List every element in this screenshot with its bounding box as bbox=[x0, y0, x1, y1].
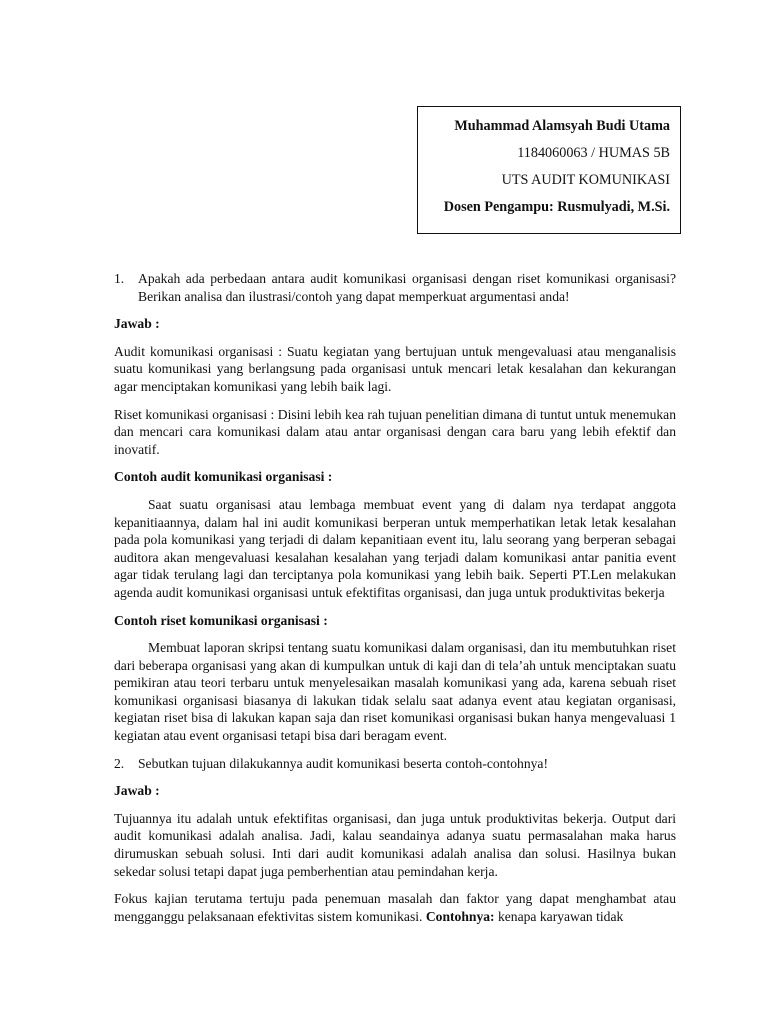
document-body bbox=[114, 270, 676, 935]
answer-1-label: Jawab : bbox=[114, 316, 160, 332]
student-id-class: 1184060063 / HUMAS 5B bbox=[517, 145, 670, 161]
audit-example-paragraph: Saat suatu organisasi atau lembaga membuat event yang di dalam nya terdapat anggota kepanitiaannya, dalam hal ini audit komunikasi berperan untuk memperhatikan letak letak kesalahan pada pola komunikasi yang terjadi di dalam kepanitiaan event itu, lalu seorang yang berperan sebagai auditora akan mengevaluasi kesalahan kesalahan yang terjadi dalam komunikasi antar panitia event agar tidak terulang lagi dan terciptanya pola komunikasi yang lebih baik. Seperti PT.Len melakukan agenda audit komunikasi organisasi untuk efektifitas organisasi, dan juga untuk produktivitas bekerja bbox=[114, 496, 676, 600]
audit-definition-paragraph: Audit komunikasi organisasi : Suatu kegiatan yang bertujuan untuk mengevaluasi atau menganalisis suatu komunikasi yang berlangsung pada organisasi untuk mencari letak kesalahan dan kekurangan agar menciptakan komunikasi yang lebih baik lagi. bbox=[114, 343, 676, 394]
question-1-text: Apakah ada perbedaan antara audit komunikasi organisasi dengan riset komunikasi organisasi? Berikan analisa dan ilustrasi/contoh yang dapat memperkuat argumentasi anda! bbox=[138, 271, 676, 304]
audit-focus-text-end: kenapa karyawan tidak bbox=[494, 908, 624, 924]
research-example-paragraph: Membuat laporan skripsi tentang suatu komunikasi dalam organisasi, dan itu membutuhkan riset dari beberapa organisasi yang akan di kumpulkan untuk di kaji dan di tela’ah untuk menciptakan suatu pemikiran atau teori terbaru untuk menyelesaikan masalah komunikasi yang ada, karena sebuah riset komunikasi organisasi biasanya di lakukan tidak selalu saat adanya event atau kegiatan organisasi, kegiatan riset bisa di lakukan kapan saja dan riset komunikasi organisasi bukan hanya mengevaluasi 1 kegiatan atau event organisasi tetapi bisa dari beragam event. bbox=[114, 640, 676, 744]
audit-focus-example-label: Contohnya: bbox=[425, 908, 495, 924]
exam-title: UTS AUDIT KOMUNIKASI bbox=[501, 172, 670, 188]
question-2-text: Sebutkan tujuan dilakukannya audit komunikasi beserta contoh-contohnya! bbox=[138, 755, 548, 771]
audit-goal-paragraph: Tujuannya itu adalah untuk efektifitas organisasi, dan juga untuk produktivitas bekerja. Output dari audit komunikasi adalah analisa. Jadi, kalau seandainya adanya suatu permasalahan maka harus dirumuskan sebuah solusi. Inti dari audit komunikasi adalah analisa dan solusi. Hasilnya bukan sekedar solusi tetapi dapat juga pemberhentian atau pemindahan kerja. bbox=[114, 810, 676, 879]
audit-focus-text-start: Fokus kajian terutama tertuju pada penemuan masalah dan faktor yang dapat menghambat atau mengganggu pelaksanaan efektivitas sistem komunikasi. bbox=[114, 891, 676, 924]
research-example-heading: Contoh riset komunikasi organisasi : bbox=[114, 612, 328, 628]
research-definition-paragraph: Riset komunikasi organisasi : Disini lebih kea rah tujuan penelitian dimana di tuntut untuk menemukan dan mencari cara komunikasi dalam atau antar organisasi dengan cara baru yang lebih efektif dan inovatif. bbox=[114, 406, 676, 457]
question-1 bbox=[114, 270, 676, 305]
audit-example-heading: Contoh audit komunikasi organisasi : bbox=[114, 469, 333, 485]
lecturer-name: Dosen Pengampu: Rusmulyadi, M.Si. bbox=[443, 199, 670, 215]
student-name: Muhammad Alamsyah Budi Utama bbox=[454, 118, 670, 134]
answer-2-label: Jawab : bbox=[114, 783, 160, 799]
question-1-number: 1. bbox=[114, 271, 125, 286]
question-2-number: 2. bbox=[114, 755, 125, 771]
question-2 bbox=[114, 755, 676, 773]
audit-focus-paragraph bbox=[114, 890, 676, 925]
identity-box bbox=[417, 106, 681, 234]
